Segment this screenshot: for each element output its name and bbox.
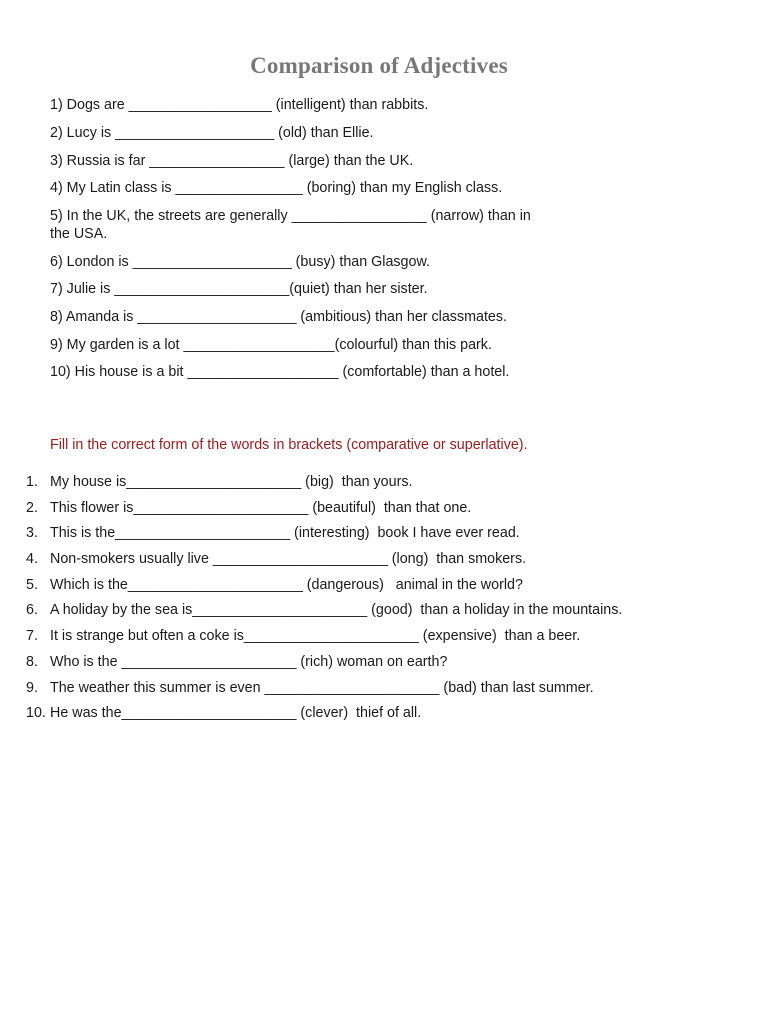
exercise-b-item xyxy=(26,653,622,679)
item-text: The weather this summer is even ______________________ (bad) than last summer. xyxy=(50,679,594,696)
exercise-a-item-10: 10) His house is a bit ___________________ (comfortable) than a hotel. xyxy=(50,364,510,380)
item-number: 5. xyxy=(26,576,38,593)
exercise-b-item xyxy=(26,550,622,576)
exercise-b-item xyxy=(26,679,622,705)
item-number: 6. xyxy=(26,602,38,619)
item-number: 1. xyxy=(26,474,38,490)
item-text: This flower is______________________ (beautiful) than that one. xyxy=(50,499,472,516)
exercise-a-item-2: 2) Lucy is ____________________ (old) than Ellie. xyxy=(50,125,374,141)
item-text: It is strange but often a coke is______________________ (expensive) than a beer. xyxy=(50,628,581,645)
item-number: 2. xyxy=(26,499,38,516)
exercise-a-item-8: 8) Amanda is ____________________ (ambitious) than her classmates. xyxy=(50,309,508,325)
exercise-b-instructions: Fill in the correct form of the words in brackets (comparative or superlative). xyxy=(50,437,528,453)
exercise-b-list xyxy=(26,473,622,730)
exercise-a-item-1: 1) Dogs are __________________ (intelligent) than rabbits. xyxy=(50,97,429,113)
item-number: 10. xyxy=(26,705,46,722)
item-text: He was the______________________ (clever) thief of all. xyxy=(50,705,422,722)
item-number: 4. xyxy=(26,551,38,568)
item-number: 8. xyxy=(26,653,38,670)
item-text: Who is the ______________________ (rich) woman on earth? xyxy=(50,653,448,670)
item-text: My house is______________________ (big) than yours. xyxy=(50,474,413,490)
item-text: A holiday by the sea is______________________ (good) than a holiday in the mountains. xyxy=(50,602,623,619)
exercise-a-item-9: 9) My garden is a lot ___________________(colourful) than this park. xyxy=(50,337,492,353)
exercise-b-item xyxy=(26,704,622,730)
exercise-a-item-7: 7) Julie is ______________________(quiet) than her sister. xyxy=(50,281,428,297)
exercise-a-item-3: 3) Russia is far _________________ (large) than the UK. xyxy=(50,153,414,169)
item-number: 3. xyxy=(26,525,38,542)
exercise-b-item xyxy=(26,601,622,627)
exercise-b-item xyxy=(26,524,622,550)
item-text: Non-smokers usually live ______________________ (long) than smokers. xyxy=(50,551,527,568)
item-text: Which is the______________________ (dangerous) animal in the world? xyxy=(50,576,523,593)
exercise-a-item-5: 5) In the UK, the streets are generally _________________ (narrow) than in the USA. xyxy=(50,208,531,242)
exercise-b-item xyxy=(26,473,622,499)
item-number: 9. xyxy=(26,679,38,696)
exercise-b-item xyxy=(26,627,622,653)
worksheet-title: Comparison of Adjectives xyxy=(250,53,508,78)
item-number: 7. xyxy=(26,628,38,645)
item-text: This is the______________________ (interesting) book I have ever read. xyxy=(50,525,520,542)
exercise-b-item xyxy=(26,576,622,602)
exercise-a-item-4: 4) My Latin class is ________________ (boring) than my English class. xyxy=(50,180,503,196)
exercise-b-item xyxy=(26,499,622,525)
exercise-a-item-6: 6) London is ____________________ (busy) than Glasgow. xyxy=(50,254,430,270)
